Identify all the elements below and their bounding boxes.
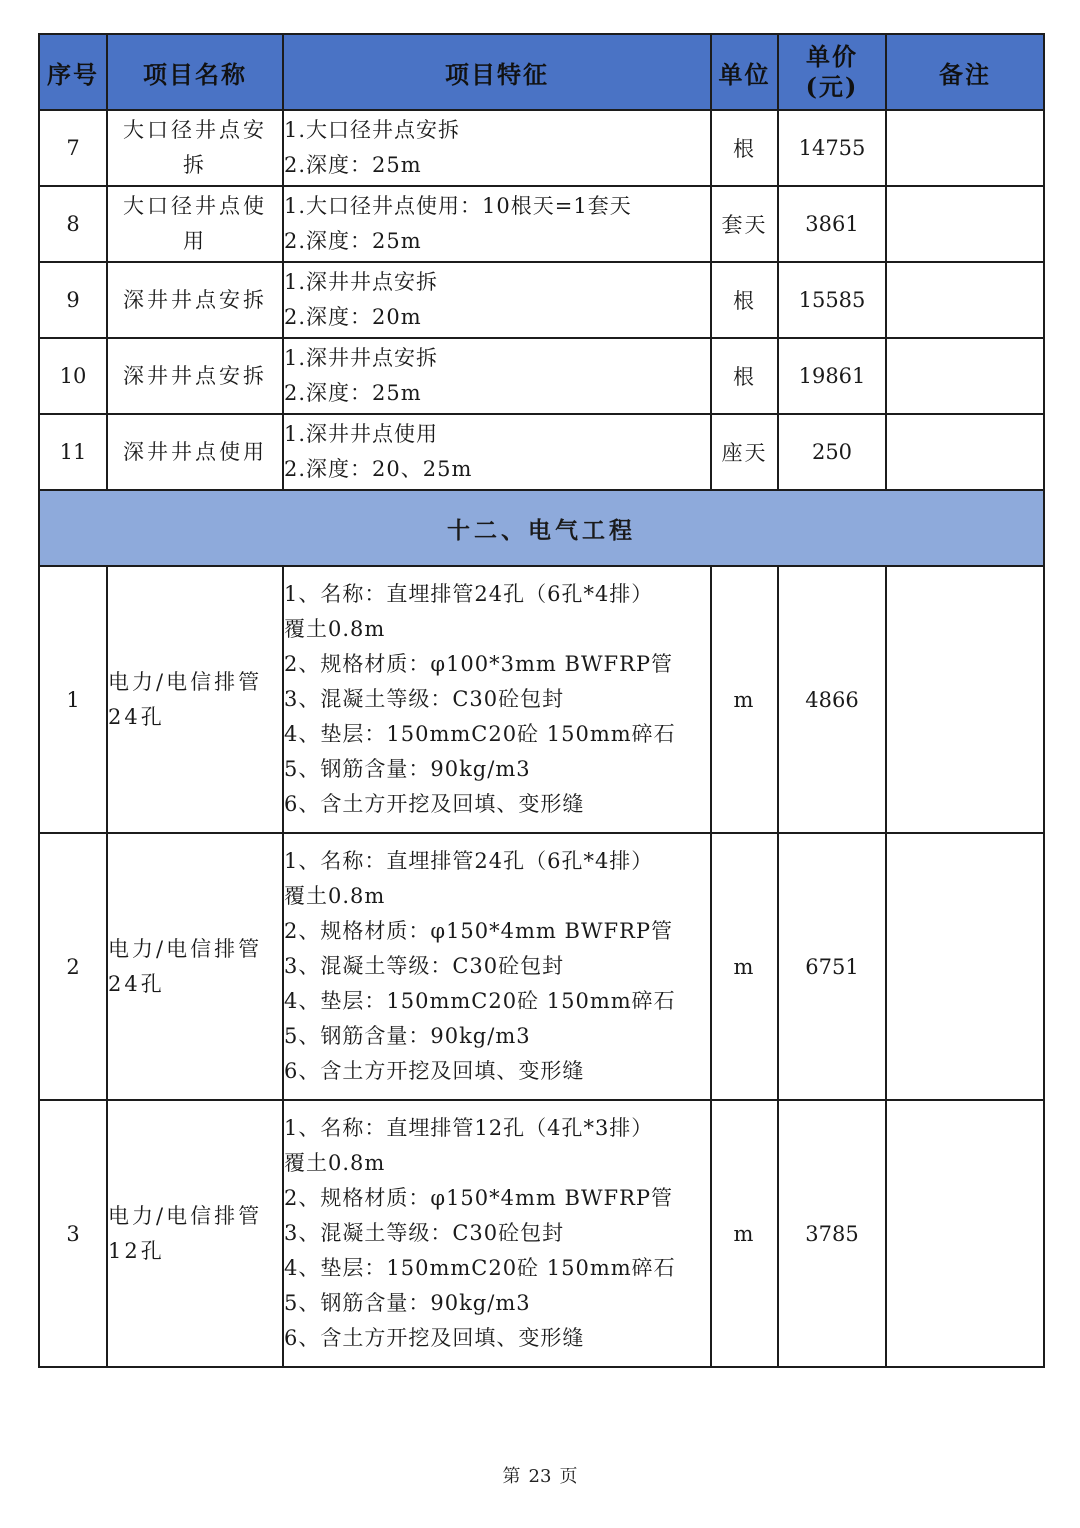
cell-features (283, 110, 711, 186)
cell-features (283, 566, 711, 833)
cell-features (283, 338, 711, 414)
feature-line: 1.大口径井点安拆 (284, 118, 461, 142)
header-seq: 序号 (39, 34, 107, 110)
cell-name (107, 186, 283, 262)
feature-line: 1、名称：直埋排管12孔（4孔*3排） (284, 1116, 654, 1140)
name-line: 电力/电信排管 (108, 936, 263, 961)
table-row (39, 1100, 1044, 1367)
name-line: 大口径井点安 (123, 118, 267, 142)
name-line: 用 (183, 229, 207, 253)
name-line: 拆 (183, 153, 207, 177)
feature-line: 2、规格材质：φ150*4mm BWFRP管 (284, 919, 674, 943)
cell-name (107, 566, 283, 833)
feature-line: 4、垫层：150mmC20砼 150mm碎石 (284, 722, 676, 746)
cell-price: 6751 (778, 833, 886, 1100)
feature-line: 4、垫层：150mmC20砼 150mm碎石 (284, 989, 676, 1013)
cell-price: 15585 (778, 262, 886, 338)
cell-seq: 1 (39, 566, 107, 833)
cell-unit: 根 (711, 338, 778, 414)
cell-features (283, 186, 711, 262)
cell-price: 19861 (778, 338, 886, 414)
name-line: 深井井点安拆 (123, 363, 267, 388)
table-body (39, 110, 1044, 1367)
cell-features (283, 414, 711, 490)
cell-unit: 座天 (711, 414, 778, 490)
cell-name (107, 1100, 283, 1367)
feature-line: 4、垫层：150mmC20砼 150mm碎石 (284, 1256, 676, 1280)
cell-remark (886, 186, 1044, 262)
name-line: 深井井点安拆 (123, 287, 267, 312)
feature-line: 1.深井井点安拆 (284, 270, 439, 294)
page-number: 23 (528, 1466, 552, 1487)
name-line: 24孔 (108, 971, 165, 996)
feature-line: 3、混凝土等级：C30砼包封 (284, 1221, 565, 1245)
cell-name (107, 110, 283, 186)
feature-line: 覆土0.8m (284, 617, 386, 641)
cell-price: 250 (778, 414, 886, 490)
table-row (39, 262, 1044, 338)
feature-line: 5、钢筋含量：90kg/m3 (284, 1291, 531, 1315)
header-features: 项目特征 (283, 34, 711, 110)
cell-seq: 9 (39, 262, 107, 338)
section-row (39, 490, 1044, 566)
feature-line: 2.深度：20m (284, 305, 422, 329)
page-footer (0, 1462, 1080, 1488)
cell-unit: m (711, 566, 778, 833)
table-row (39, 414, 1044, 490)
feature-line: 覆土0.8m (284, 884, 386, 908)
cell-remark (886, 833, 1044, 1100)
feature-line: 1.深井井点使用 (284, 422, 439, 446)
cell-remark (886, 414, 1044, 490)
cell-unit: 根 (711, 110, 778, 186)
cell-seq: 7 (39, 110, 107, 186)
name-line: 深井井点使用 (123, 439, 267, 464)
feature-line: 3、混凝土等级：C30砼包封 (284, 954, 565, 978)
cell-features (283, 833, 711, 1100)
cell-unit: 根 (711, 262, 778, 338)
cell-features (283, 1100, 711, 1367)
header-price (778, 34, 886, 110)
feature-line: 1.大口径井点使用：10根天=1套天 (284, 194, 632, 218)
footer-prefix: 第 (502, 1466, 521, 1487)
cell-remark (886, 1100, 1044, 1367)
cell-name (107, 833, 283, 1100)
feature-line: 6、含土方开挖及回填、变形缝 (284, 1059, 585, 1083)
feature-line: 2.深度：20、25m (284, 457, 473, 481)
table-row (39, 833, 1044, 1100)
cell-price: 14755 (778, 110, 886, 186)
cell-name (107, 338, 283, 414)
name-line: 电力/电信排管 (108, 1203, 263, 1228)
cell-price: 4866 (778, 566, 886, 833)
cell-name (107, 262, 283, 338)
cell-remark (886, 566, 1044, 833)
cell-remark (886, 338, 1044, 414)
cell-remark (886, 110, 1044, 186)
cell-price: 3861 (778, 186, 886, 262)
header-remark: 备注 (886, 34, 1044, 110)
table-row (39, 186, 1044, 262)
cell-name (107, 414, 283, 490)
header-price-line2: (元) (805, 72, 859, 101)
feature-line: 2.深度：25m (284, 381, 422, 405)
feature-line: 5、钢筋含量：90kg/m3 (284, 757, 531, 781)
cell-seq: 2 (39, 833, 107, 1100)
cell-unit: m (711, 833, 778, 1100)
feature-line: 6、含土方开挖及回填、变形缝 (284, 1326, 585, 1350)
cell-seq: 3 (39, 1100, 107, 1367)
feature-line: 2、规格材质：φ150*4mm BWFRP管 (284, 1186, 674, 1210)
price-table (38, 33, 1045, 1368)
cell-seq: 11 (39, 414, 107, 490)
feature-line: 3、混凝土等级：C30砼包封 (284, 687, 565, 711)
feature-line: 1、名称：直埋排管24孔（6孔*4排） (284, 582, 654, 606)
name-line: 24孔 (108, 704, 165, 729)
cell-price: 3785 (778, 1100, 886, 1367)
table-header-row (39, 34, 1044, 110)
table-row (39, 566, 1044, 833)
cell-seq: 10 (39, 338, 107, 414)
name-line: 电力/电信排管 (108, 669, 263, 694)
table-row (39, 110, 1044, 186)
cell-remark (886, 262, 1044, 338)
feature-line: 1.深井井点安拆 (284, 346, 439, 370)
cell-seq: 8 (39, 186, 107, 262)
section-title: 十二、电气工程 (39, 490, 1044, 566)
feature-line: 2、规格材质：φ100*3mm BWFRP管 (284, 652, 674, 676)
header-unit: 单位 (711, 34, 778, 110)
feature-line: 1、名称：直埋排管24孔（6孔*4排） (284, 849, 654, 873)
header-name: 项目名称 (107, 34, 283, 110)
cell-unit: 套天 (711, 186, 778, 262)
feature-line: 6、含土方开挖及回填、变形缝 (284, 792, 585, 816)
cell-unit: m (711, 1100, 778, 1367)
name-line: 12孔 (108, 1238, 165, 1263)
header-price-line1: 单价 (806, 42, 858, 71)
cell-features (283, 262, 711, 338)
table-row (39, 338, 1044, 414)
footer-suffix: 页 (559, 1466, 578, 1487)
feature-line: 覆土0.8m (284, 1151, 386, 1175)
feature-line: 2.深度：25m (284, 153, 422, 177)
name-line: 大口径井点使 (123, 194, 267, 218)
feature-line: 2.深度：25m (284, 229, 422, 253)
feature-line: 5、钢筋含量：90kg/m3 (284, 1024, 531, 1048)
